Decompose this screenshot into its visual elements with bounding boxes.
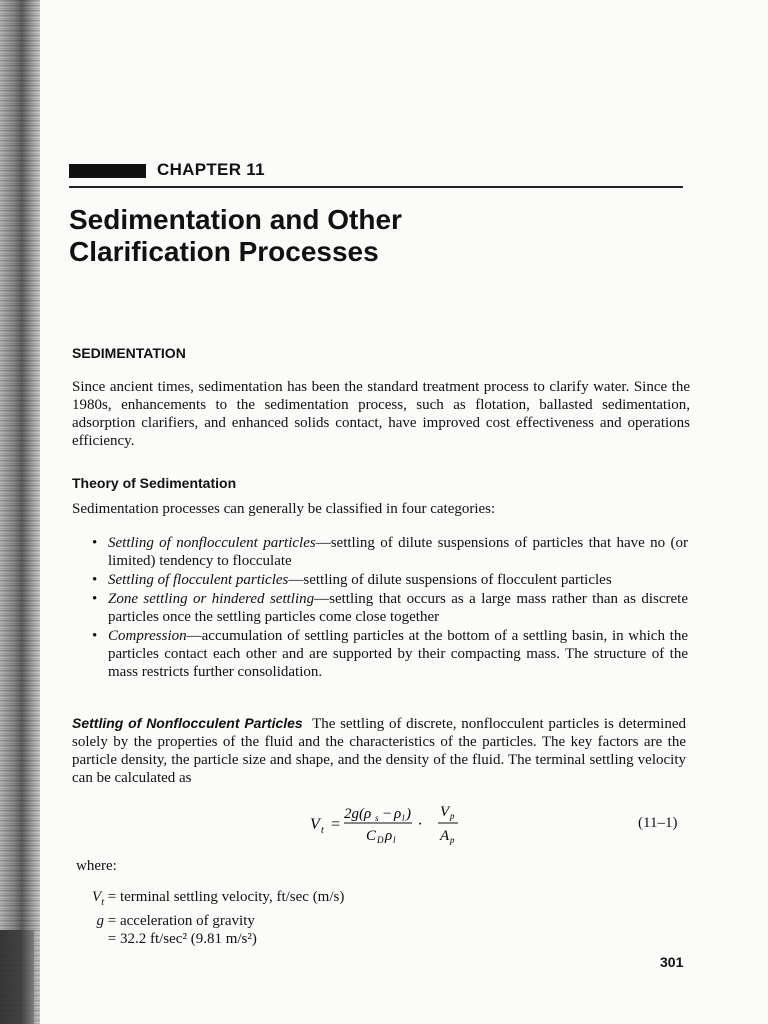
list-item-text: —settling of dilute suspensions of particles that have no (or limited) tendency to flocculate (108, 535, 688, 569)
svg-text:−: − (382, 806, 393, 822)
variable-symbol: $V_t$ (92, 889, 104, 908)
svg-text:2g(ρ: 2g(ρ (344, 806, 372, 822)
chapter-rule (69, 186, 683, 188)
svg-text:l: l (402, 813, 405, 823)
chapter-title-line-1: Sedimentation and Other (69, 204, 402, 235)
svg-text:): ) (406, 806, 411, 822)
settling-velocity-equation (300, 800, 500, 850)
svg-text:p: p (450, 811, 455, 821)
list-item-term: Zone settling or hindered settling (108, 591, 315, 607)
page-number: 301 (660, 954, 684, 970)
svg-text:s: s (375, 813, 379, 823)
list-item-term: Settling of nonflocculent particles (108, 535, 316, 551)
variable-description: 32.2 ft/sec² (9.81 m/s²) (119, 931, 257, 947)
variable-symbol: g (96, 913, 104, 929)
bullet-icon: • (92, 591, 98, 607)
variable-equals: = (107, 931, 117, 947)
equation-number: (11–1) (638, 815, 678, 831)
section-heading: SEDIMENTATION (72, 345, 186, 361)
svg-text:l: l (393, 835, 396, 845)
variable-definitions (90, 888, 344, 948)
list-item-text: —settling of dilute suspensions of flocculent particles (288, 572, 612, 588)
svg-text:ρ: ρ (385, 828, 393, 844)
settling-categories-list (92, 534, 688, 682)
nonflocculent-paragraph (72, 714, 686, 787)
chapter-title-line-2: Clarification Processes (69, 236, 379, 267)
variable-row (90, 930, 344, 948)
svg-text:C: C (366, 828, 377, 844)
list-item-term: Settling of flocculent particles (108, 572, 289, 588)
variable-equals: = (107, 889, 117, 905)
variable-equals: = (107, 913, 117, 929)
svg-text:p: p (450, 835, 455, 845)
list-item-text: —settling that occurs as a large mass rather than as discrete particles once the settling particles come close together (108, 591, 688, 625)
nonflocculent-text: The settling of discrete, nonflocculent particles is determined solely by the properties of the fluid and the characteristics of the particles. The key factors are the particle density, the particle size and shape, and the density of the fluid. The terminal settling velocity can be calculated as (72, 716, 686, 786)
chapter-marker-bar (69, 164, 146, 178)
svg-text:ρ: ρ (394, 806, 402, 822)
list-item-text: —accumulation of settling particles at the bottom of a settling basin, in which the particles contact each other and are supported by their compacting mass. The structure of the mass restricts further consolidation. (108, 628, 688, 680)
variable-row (90, 888, 344, 912)
svg-text:=: = (330, 816, 341, 833)
bullet-icon: • (92, 628, 98, 644)
variable-row (90, 912, 344, 930)
list-item (92, 627, 688, 681)
svg-text:·: · (418, 816, 422, 833)
intro-paragraph: Since ancient times, sedimentation has been the standard treatment process to clarify water. Since the 1980s, enhancements to the sedimentation process, such as flotation, ballasted sedimentation, adsorption clarifiers, and enhanced solids contact, have improved cost effectiveness and operations efficiency. (72, 379, 690, 449)
bullet-icon: • (92, 572, 98, 588)
book-binding-edge (0, 0, 40, 1024)
list-item (92, 571, 688, 589)
where-label: where: (76, 858, 117, 874)
theory-lead-paragraph: Sedimentation processes can generally be classified in four categories: (72, 501, 496, 517)
svg-text:t: t (321, 825, 324, 836)
variable-description: acceleration of gravity (119, 913, 255, 929)
chapter-title (69, 204, 669, 268)
svg-text:V: V (440, 804, 450, 820)
list-item (92, 590, 688, 626)
svg-text:V: V (310, 816, 320, 833)
binding-shadow (0, 930, 34, 1024)
variable-description: terminal settling velocity, ft/sec (m/s) (119, 889, 345, 905)
svg-text:D: D (377, 835, 384, 845)
run-in-heading: Settling of Nonflocculent Particles (72, 715, 303, 731)
list-item (92, 534, 688, 570)
subsection-heading: Theory of Sedimentation (72, 475, 237, 491)
list-item-term: Compression (108, 628, 187, 644)
svg-text:A: A (440, 828, 450, 844)
bullet-icon: • (92, 535, 98, 551)
chapter-label: CHAPTER 11 (157, 160, 265, 179)
